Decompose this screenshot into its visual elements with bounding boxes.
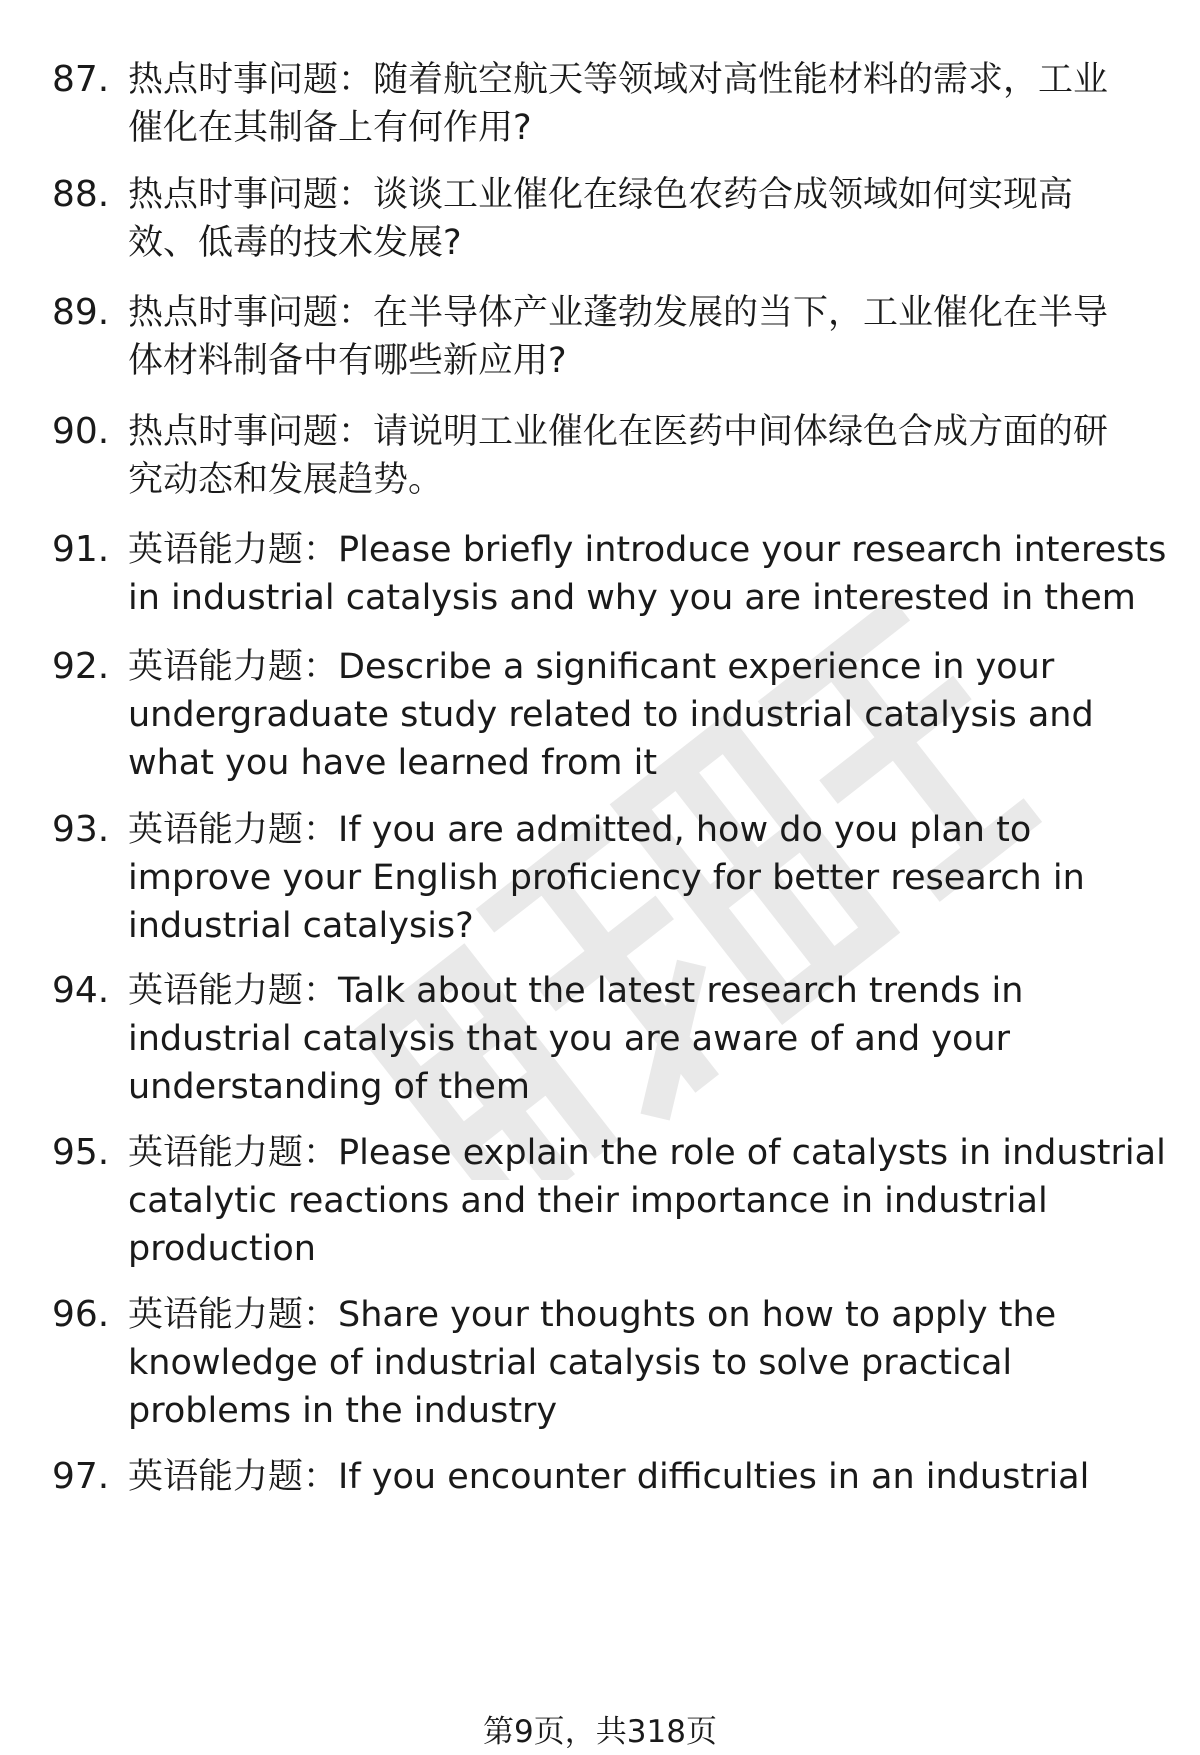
question-body [128,967,1200,1111]
question-type: 热点时事问题： [128,412,374,452]
question-text: 随着航空航天等领域对高性能材料的需求，工业 催化在其制备上有何作用? [128,60,1109,148]
question-body [128,1129,1200,1273]
question-text: If you are admitted, how do you plan to improve your English proficiency for better research in industrial catalysis? [128,810,1085,946]
question-body [128,1291,1200,1435]
question-type: 热点时事问题： [128,175,374,215]
question-type: 英语能力题： [128,1133,339,1173]
page-number-footer: 第9页，共318页 [483,1714,717,1750]
question-body [128,289,1200,385]
question-text: Describe a significant experience in your undergraduate study related to industrial catalysis and what you have learned from it [128,647,1094,783]
question-text: Talk about the latest research trends in industrial catalysis that you are aware of and your understanding of them [128,971,1024,1107]
question-number: 96. [52,1294,110,1335]
question-type: 热点时事问题： [128,60,374,100]
question-number: 92. [52,646,110,687]
question-text: 在半导体产业蓬勃发展的当下，工业催化在半导 体材料制备中有哪些新应用? [128,293,1109,381]
question-number: 88. [52,174,110,215]
question-text: 请说明工业催化在医药中间体绿色合成方面的研 究动态和发展趋势。 [128,412,1109,500]
question-text: Share your thoughts on how to apply the knowledge of industrial catalysis to solve practical problems in the industry [128,1295,1057,1431]
question-type: 英语能力题： [128,647,339,687]
question-body [128,408,1200,504]
question-type: 英语能力题： [128,530,339,570]
question-number: 91. [52,529,110,570]
question-body [128,526,1200,622]
question-text: Please explain the role of catalysts in industrial catalytic reactions and their importance in industrial production [128,1133,1166,1269]
question-number: 93. [52,809,110,850]
question-type: 英语能力题： [128,810,339,850]
question-number: 97. [52,1456,110,1497]
question-number: 94. [52,970,110,1011]
question-body [128,806,1200,950]
question-number: 87. [52,59,110,100]
question-type: 英语能力题： [128,1457,339,1497]
question-body [128,1453,1200,1501]
question-number: 90. [52,411,110,452]
question-type: 英语能力题： [128,1295,339,1335]
question-body [128,643,1200,787]
question-body [128,171,1200,267]
question-number: 95. [52,1132,110,1173]
question-type: 英语能力题： [128,971,339,1011]
question-text: If you encounter difficulties in an industrial [338,1457,1090,1497]
question-text: 谈谈工业催化在绿色农药合成领域如何实现高 效、低毒的技术发展? [128,175,1074,263]
question-type: 热点时事问题： [128,293,374,333]
question-text: Please briefly introduce your research interests in industrial catalysis and why you are interested in them [128,530,1167,618]
question-number: 89. [52,292,110,333]
question-body [128,56,1200,152]
